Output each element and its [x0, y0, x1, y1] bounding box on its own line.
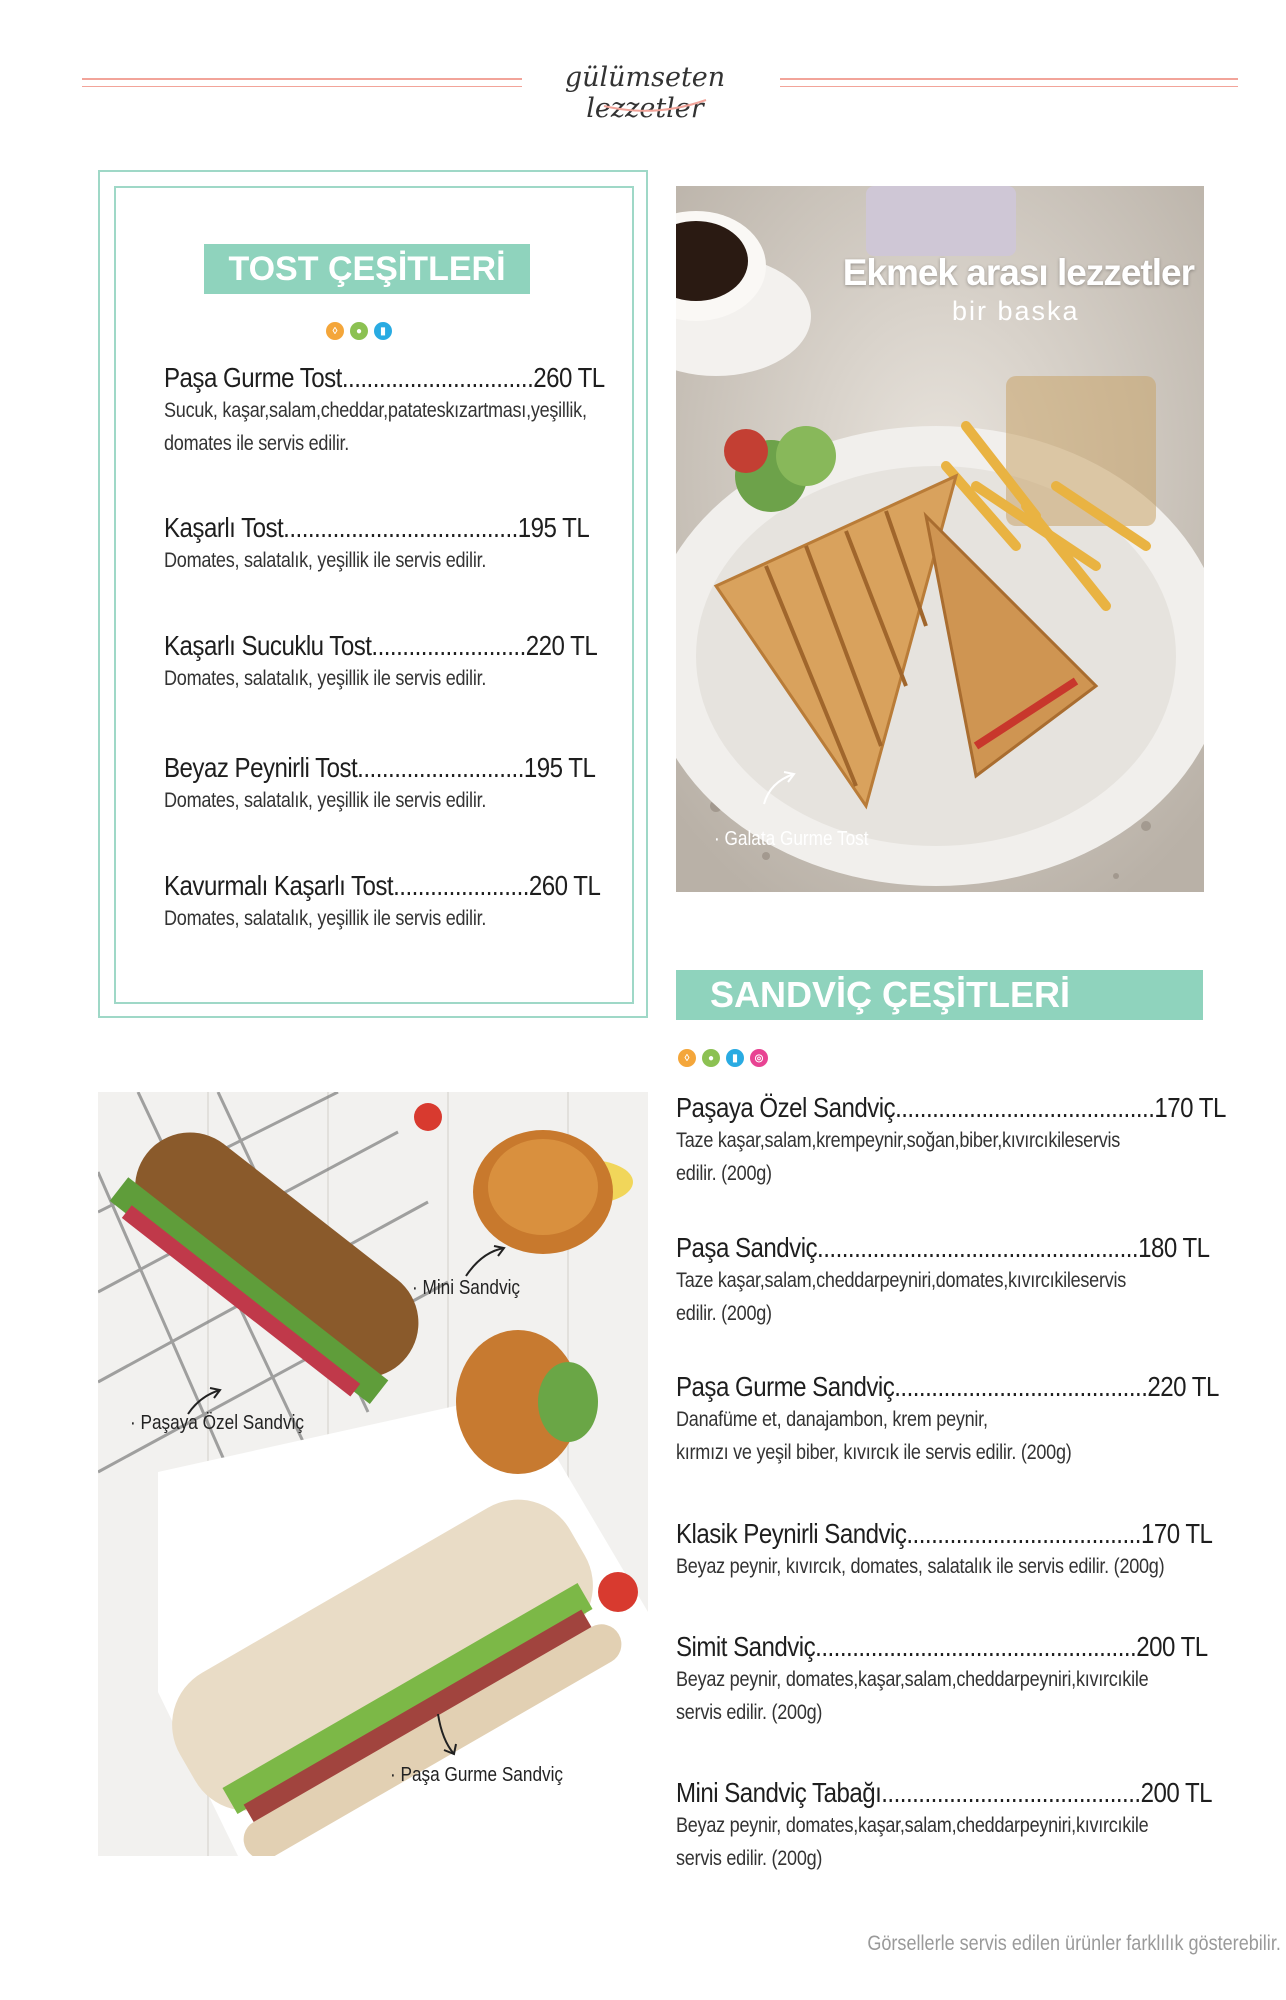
tost-item-desc: Sucuk, kaşar,salam,cheddar,patateskızartması,yeşillik, domates ile servis edilir.	[164, 399, 587, 455]
sandvic-item-desc: Taze kaşar,salam,cheddarpeyniri,domates,kıvırcıkileservis	[676, 1269, 1127, 1292]
sandvic-item	[676, 1777, 1256, 1875]
sandvic-item-desc: Taze kaşar,salam,krempeynir,soğan,biber,kıvırcıkileservis	[676, 1129, 1121, 1152]
tost-item-line: Kavurmalı Kaşarlı Tost......................260 TL	[164, 870, 601, 901]
tost-item	[164, 630, 632, 695]
mini-sandvic-caption: · Mini Sandviç	[412, 1277, 521, 1299]
sandvic-item-line: Mini Sandviç Tabağı..........................................200 TL	[676, 1777, 1213, 1808]
tost-heading	[204, 244, 530, 294]
ozel-sandvic-caption: · Paşaya Özel Sandviç	[130, 1412, 305, 1434]
header-swoosh	[600, 96, 710, 116]
sandvic-item-desc: edilir. (200g)	[676, 1162, 772, 1185]
tost-item	[164, 870, 632, 935]
gurme-sandvic-caption: · Paşa Gurme Sandviç	[390, 1764, 564, 1786]
sandvic-item	[676, 1232, 1256, 1330]
tost-photo-title: Ekmek arası lezzetler	[842, 252, 1194, 293]
sandvic-item	[676, 1518, 1256, 1583]
sandvic-item-line: Paşa Gurme Sandviç.........................................220 TL	[676, 1371, 1219, 1402]
header-line-right	[780, 78, 1238, 80]
tost-item-desc: Domates, salatalık, yeşillik ile servis edilir.	[164, 667, 487, 690]
wheat-icon: ◊	[678, 1049, 696, 1067]
sandvic-item-desc: Beyaz peynir, domates,kaşar,salam,cheddarpeyniri,kıvırcıkile	[676, 1668, 1149, 1691]
sandvic-photo-illustration	[98, 1092, 648, 1856]
tost-item-desc: Domates, salatalık, yeşillik ile servis edilir.	[164, 789, 487, 812]
sandvic-item-desc: Beyaz peynir, domates,kaşar,salam,cheddarpeyniri,kıvırcıkile	[676, 1814, 1149, 1837]
milk-icon: ▮	[374, 322, 392, 340]
sandvic-item-desc: servis edilir. (200g)	[676, 1701, 823, 1724]
sandvic-heading	[676, 970, 1203, 1020]
header-line-left-thin	[82, 86, 522, 87]
tost-diet-icons	[326, 322, 392, 340]
tost-item	[164, 362, 632, 460]
arrow-icon	[760, 768, 800, 808]
sandvic-item-line: Simit Sandviç....................................................200 TL	[676, 1631, 1208, 1662]
egg-icon: ◎	[750, 1049, 768, 1067]
tost-photo	[676, 186, 1204, 892]
tost-item-line: Paşa Gurme Tost...............................260 TL	[164, 362, 605, 393]
arrow-icon	[462, 1244, 508, 1280]
leaf-icon: ●	[350, 322, 368, 340]
tost-photo-subtitle: bir baska	[952, 296, 1080, 326]
wheat-icon: ◊	[326, 322, 344, 340]
sandvic-photo	[98, 1092, 648, 1856]
sandvic-item-line: Paşaya Özel Sandviç..........................................170 TL	[676, 1092, 1226, 1123]
milk-icon: ▮	[726, 1049, 744, 1067]
header-title: gülümseten lezzetler	[564, 62, 726, 124]
header-line-right-thin	[780, 86, 1238, 87]
tost-item-line: Beyaz Peynirli Tost...........................195 TL	[164, 752, 596, 783]
sandvic-item	[676, 1631, 1256, 1729]
sandvic-item	[676, 1371, 1256, 1469]
sandvic-item-desc: Danafüme et, danajambon, krem peynir,	[676, 1408, 988, 1431]
tost-item-line: Kaşarlı Sucuklu Tost.........................220 TL	[164, 630, 598, 661]
sandvic-item-desc: edilir. (200g)	[676, 1302, 772, 1325]
sandvic-heading-text: SANDVİÇ ÇEŞİTLERİ	[710, 974, 1071, 1015]
footer-note-text: Görsellerle servis edilen ürünler farklılık gösterebilir.	[867, 1932, 1281, 1955]
arrow-icon	[432, 1710, 462, 1760]
sandvic-item-line: Paşa Sandviç....................................................180 TL	[676, 1232, 1210, 1263]
sandvic-item-desc: servis edilir. (200g)	[676, 1847, 823, 1870]
header-line-left	[82, 78, 522, 80]
sandvic-diet-icons	[678, 1049, 768, 1067]
tost-heading-text: TOST ÇEŞİTLERİ	[228, 250, 506, 288]
tost-item-desc: Domates, salatalık, yeşillik ile servis edilir.	[164, 907, 487, 930]
tost-photo-caption: · Galata Gurme Tost	[714, 828, 869, 850]
sandvic-item	[676, 1092, 1256, 1190]
tost-item-line: Kaşarlı Tost......................................195 TL	[164, 512, 590, 543]
sandvic-item-desc: Beyaz peynir, kıvırcık, domates, salatalık ile servis edilir. (200g)	[676, 1555, 1165, 1578]
sandvic-item-line: Klasik Peynirli Sandviç......................................170 TL	[676, 1518, 1213, 1549]
tost-item	[164, 512, 632, 577]
tost-item	[164, 752, 632, 817]
footer-note	[800, 1932, 1281, 1956]
tost-item-desc: Domates, salatalık, yeşillik ile servis edilir.	[164, 549, 487, 572]
sandvic-item-desc: kırmızı ve yeşil biber, kıvırcık ile servis edilir. (200g)	[676, 1441, 1072, 1464]
leaf-icon: ●	[702, 1049, 720, 1067]
